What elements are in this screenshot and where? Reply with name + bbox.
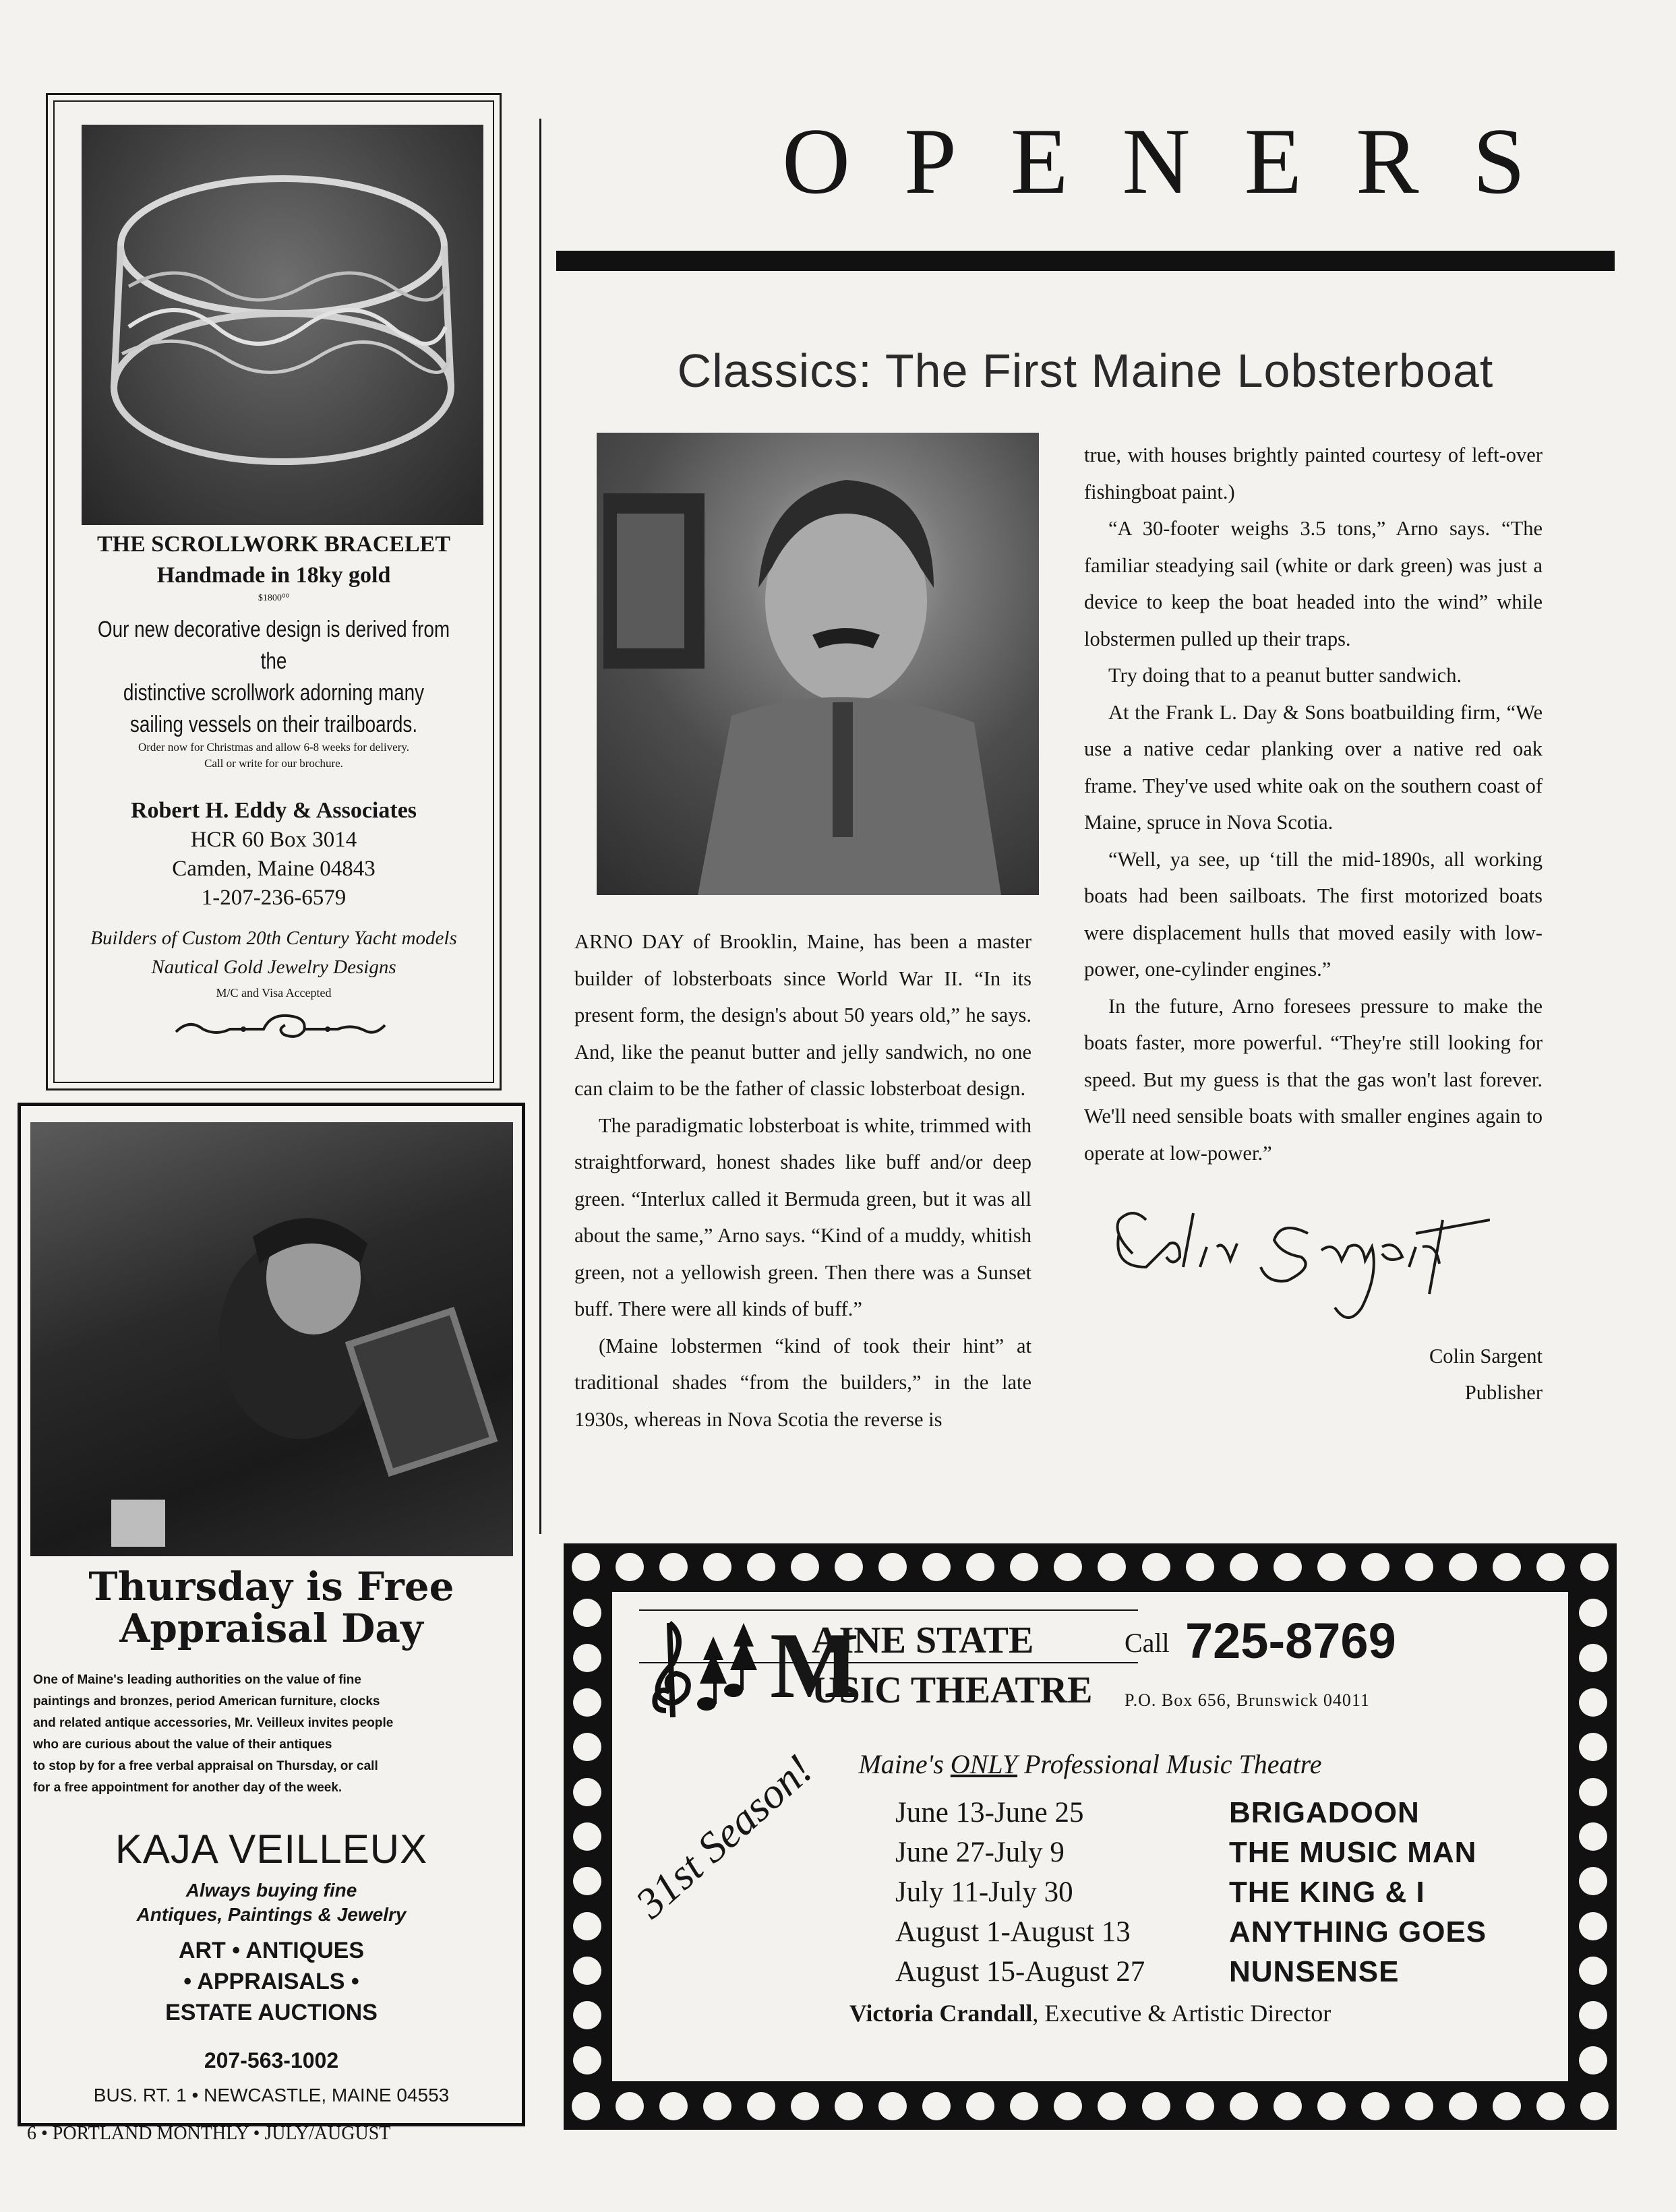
article-title: Classics: The First Maine Lobsterboat xyxy=(677,344,1494,397)
publisher-signature xyxy=(1106,1193,1490,1361)
bracelet-cards: M/C and Visa Accepted xyxy=(216,986,332,1000)
show-title: ANYTHING GOES xyxy=(1229,1915,1487,1948)
show-date: August 1-August 13 xyxy=(895,1916,1131,1948)
show-date: June 13-June 25 xyxy=(895,1797,1084,1829)
bracelet-description: Our new decorative design is derived from the distinctive scrollwork adorning many sailing vessels on their trailboards. xyxy=(97,617,450,737)
dot-border-bottom xyxy=(564,2087,1617,2126)
dot-border-right xyxy=(1574,1591,1613,2083)
article-paragraph: The paradigmatic lobsterboat is white, trimmed with straightforward, honest shades like buff and/or deep green. “Interlux called it Bermuda green, but it was all about the same,” Arno says. “Kind of a muddy, whitish green, not a yellowish green. Then there was a Sunset buff. There were all kinds of buff.” xyxy=(574,1113,1031,1320)
article-column-right xyxy=(1084,437,1543,1171)
article-paragraph: Try doing that to a peanut butter sandwich. xyxy=(1108,664,1462,687)
theatre-tagline: Maine's ONLY Professional Music Theatre xyxy=(858,1749,1322,1779)
article-paragraph: true, with houses brightly painted courtesy of left-over fishingboat paint.) xyxy=(1084,443,1543,503)
bracelet-builders: Builders of Custom 20th Century Yacht models Nautical Gold Jewelry Designs xyxy=(90,927,457,978)
appraisal-ad xyxy=(18,1103,525,2126)
appraisal-address: BUS. RT. 1 • NEWCASTLE, MAINE 04553 xyxy=(93,2085,450,2106)
bracelet-ad xyxy=(46,93,502,1090)
show-date: August 15-August 27 xyxy=(895,1956,1145,1988)
show-dates xyxy=(895,1793,1145,1992)
bracelet-ad-frame xyxy=(53,100,494,1083)
column-divider xyxy=(539,119,541,1534)
bracelet-price: $1800⁰⁰ xyxy=(258,593,290,603)
appraisal-headline: Thursday is Free Appraisal Day xyxy=(88,1564,454,1651)
appraisal-buying: Always buying fine Antiques, Paintings & Jewelry xyxy=(136,1880,407,1925)
article-paragraph: “Well, ya see, up ‘till the mid-1890s, all working boats had been sailboats. The first motorized boats were displacement hulls that moved easily with low-power, one-cylinder engines.” xyxy=(1084,847,1543,981)
dot-border-top xyxy=(564,1547,1617,1587)
bracelet-address: HCR 60 Box 3014 Camden, Maine 04843 1-207-236-6579 xyxy=(172,828,376,910)
appraisal-body: One of Maine's leading authorities on the value of fine paintings and bronzes, period American furniture, clocks and related antique accessories, Mr. Veilleux invites people who are curious about the value of their antiques to stop by for a free verbal appraisal on Thursday, or call for a free appointment for another day of the week. xyxy=(33,1673,394,1795)
theatre-ad xyxy=(564,1543,1617,2130)
appraisal-phone: 207-563-1002 xyxy=(204,2048,339,2072)
publisher-credit xyxy=(1281,1338,1543,1411)
section-rule xyxy=(556,251,1615,271)
season-label: 31st Season! xyxy=(626,1745,822,1928)
publisher-role: Publisher xyxy=(1464,1381,1543,1404)
article-paragraph: “A 30-footer weighs 3.5 tons,” Arno says. “The familiar steadying sail (white or dark green) was just a device to keep the boat headed into the wind” while lobstermen pulled up their traps. xyxy=(1084,517,1543,650)
show-title: NUNSENSE xyxy=(1229,1955,1400,1988)
theatre-po-box: P.O. Box 656, Brunswick 04011 xyxy=(1125,1690,1370,1710)
theatre-ad-panel xyxy=(612,1592,1568,2081)
show-title: THE MUSIC MAN xyxy=(1229,1836,1477,1869)
theatre-name-line2: USIC THEATRE xyxy=(812,1669,1093,1711)
appraisal-services: ART • ANTIQUES • APPRAISALS • ESTATE AUCTIONS xyxy=(165,1938,378,2025)
article-paragraph: In the future, Arno foresees pressure to make the boats faster, more powerful. “They're still looking for speed. But my guess is that the gas won't last forever. We'll need sensible boats with smaller engines again to operate at low-power.” xyxy=(1084,994,1543,1165)
article-paragraph: At the Frank L. Day & Sons boatbuilding firm, “We use a native cedar planking over a native red oak frame. They've used white oak on the southern coast of Maine, spruce in Nova Scotia. xyxy=(1084,700,1543,834)
bracelet-subtitle: Handmade in 18ky gold xyxy=(156,563,391,588)
show-title: THE KING & I xyxy=(1229,1876,1425,1909)
page-footer: 6 • PORTLAND MONTHLY • JULY/AUGUST xyxy=(27,2123,391,2144)
appraiser-name: KAJA VEILLEUX xyxy=(115,1826,428,1872)
theatre-phone: 725-8769 xyxy=(1185,1613,1396,1669)
portrait-photo xyxy=(597,433,1039,895)
bracelet-order-note: Order now for Christmas and allow 6-8 weeks for delivery. Call or write for our brochure. xyxy=(138,741,410,770)
section-title: OPENERS xyxy=(782,109,1580,214)
theatre-name-line1: AINE STATE xyxy=(812,1620,1034,1661)
show-date: July 11-July 30 xyxy=(895,1876,1073,1908)
call-label: Call xyxy=(1125,1628,1170,1658)
article-paragraph: (Maine lobstermen “kind of took their hint” at traditional shades “from the builders,” in the late 1930s, whereas in Nova Scotia the reverse is xyxy=(574,1334,1031,1431)
show-date: June 27-July 9 xyxy=(895,1837,1065,1868)
appraisal-photo xyxy=(30,1122,513,1556)
bracelet-photo xyxy=(82,125,483,525)
show-title: BRIGADOON xyxy=(1229,1796,1420,1829)
bracelet-title: THE SCROLLWORK BRACELET xyxy=(97,532,450,557)
show-titles xyxy=(1229,1793,1487,1992)
article-paragraph: ARNO DAY of Brooklin, Maine, has been a master builder of lobsterboats since World War II. “In its present form, the design's about 50 years old,” he says. And, like the peanut butter and jelly sandwich, no one can claim to be the father of classic lobsterboat design. xyxy=(574,930,1031,1100)
article-column-left xyxy=(574,923,1031,1438)
flourish-ornament-icon xyxy=(169,1005,392,1045)
dot-border-left xyxy=(568,1591,607,2083)
theatre-big-letter: M xyxy=(770,1614,860,1718)
theatre-director: Victoria Crandall, Executive & Artistic Director xyxy=(849,2000,1331,2027)
publisher-name: Colin Sargent xyxy=(1429,1345,1543,1368)
bracelet-company: Robert H. Eddy & Associates xyxy=(130,798,417,823)
treble-clef-icon xyxy=(639,1609,765,1721)
